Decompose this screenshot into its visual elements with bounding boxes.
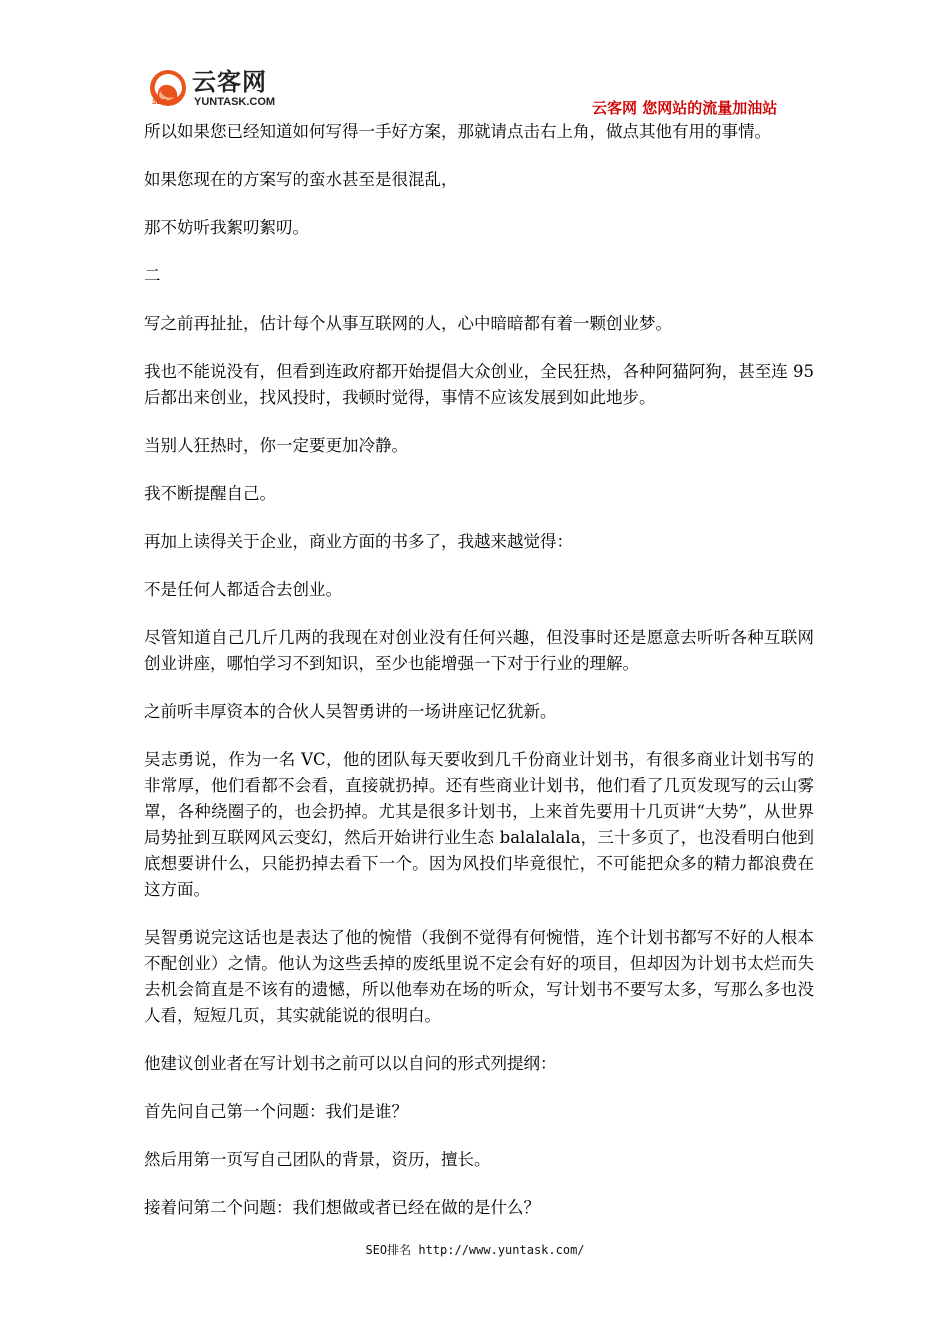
paragraph: 不是任何人都适合去创业。 [144, 580, 342, 599]
paragraph: 那不妨听我絮叨絮叨。 [144, 218, 309, 237]
paragraph: 首先问自己第一个问题：我们是谁？ [144, 1102, 408, 1121]
document-body [144, 119, 814, 1243]
paragraph: 我也不能说没有，但看到连政府都开始提倡大众创业，全民狂热，各种阿猫阿狗，甚至连 95 后都出来创业，找风投时，我顿时觉得，事情不应该发展到如此地步。 [144, 362, 814, 407]
paragraph: 所以如果您已经知道如何写得一手好方案，那就请点击右上角，做点其他有用的事情。 [144, 122, 771, 141]
logo-seo-label: SEO [152, 99, 167, 106]
page-footer: SEO排名 http://www.yuntask.com/ [365, 1243, 585, 1257]
paragraph: 写之前再扯扯，估计每个从事互联网的人，心中暗暗都有着一颗创业梦。 [144, 314, 672, 333]
paragraph: 吴智勇说完这话也是表达了他的惋惜（我倒不觉得有何惋惜，连个计划书都写不好的人根本不配创业）之情。他认为这些丢掉的废纸里说不定会有好的项目，但却因为计划书太烂而失去机会简直是不该有的遗憾，所以他奉劝在场的听众，写计划书不要写太多，写那么多也没人看，短短几页，其实就能说的很明白。 [144, 928, 814, 1025]
yuntask-logo [146, 68, 296, 112]
paragraph: 接着问第二个问题：我们想做或者已经在做的是什么？ [144, 1198, 540, 1217]
paragraph: 再加上读得关于企业，商业方面的书多了，我越来越觉得： [144, 532, 573, 551]
paragraph: 然后用第一页写自己团队的背景，资历，擅长。 [144, 1150, 491, 1169]
paragraph: 如果您现在的方案写的蛮水甚至是很混乱， [144, 170, 458, 189]
paragraph: 他建议创业者在写计划书之前可以以自问的形式列提纲： [144, 1054, 557, 1073]
section-number: 二 [144, 266, 161, 285]
logo-domain: YUNTASK.COM [194, 96, 276, 108]
paragraph: 我不断提醒自己。 [144, 484, 276, 503]
paragraph: 当别人狂热时，你一定要更加冷静。 [144, 436, 408, 455]
paragraph: 吴志勇说，作为一名 VC，他的团队每天要收到几千份商业计划书，有很多商业计划书写的非常厚，他们看都不会看，直接就扔掉。还有些商业计划书，他们看了几页发现写的云山雾罩，各种绕圈子的，也会扔掉。尤其是很多计划书，上来首先要用十几页讲“大势”，从世界局势扯到互联网风云变幻，然后开始讲行业生态 balalalala，三十多页了，也没看明白他到底想要讲什么，只能扔掉去看下一个。因为风投们毕竟很忙，不可能把众多的精力都浪费在这方面。 [144, 750, 814, 899]
paragraph: 之前听丰厚资本的合伙人吴智勇讲的一场讲座记忆犹新。 [144, 702, 557, 721]
paragraph: 尽管知道自己几斤几两的我现在对创业没有任何兴趣，但没事时还是愿意去听听各种互联网创业讲座，哪怕学习不到知识，至少也能增强一下对于行业的理解。 [144, 628, 814, 673]
header-slogan: 云客网 您网站的流量加油站 [592, 99, 778, 117]
logo-chinese-name: 云客网 [192, 68, 267, 96]
